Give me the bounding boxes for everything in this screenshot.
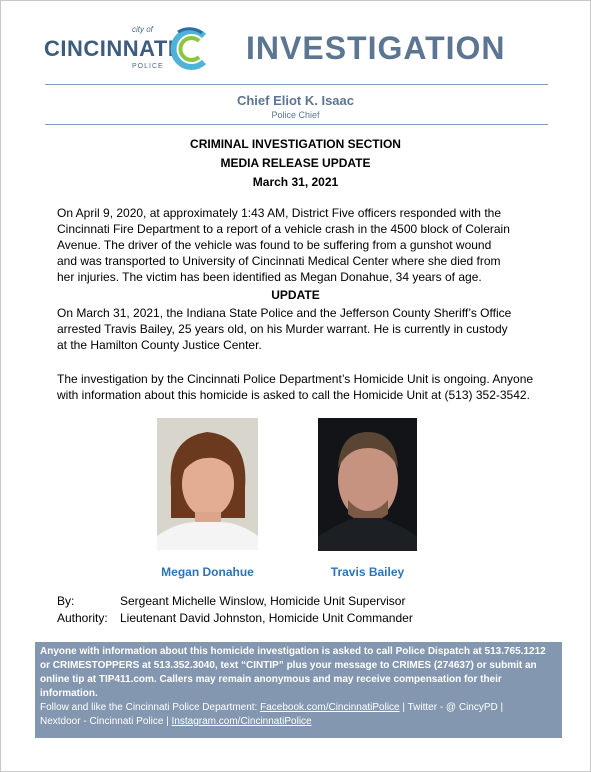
footer-line: Anyone with information about this homicide investigation is asked to call Police Dispatch at 513.765.1212 — [40, 646, 546, 657]
twitter-link[interactable]: | Twitter - @ CincyPD | — [399, 702, 504, 713]
section-heading: CRIMINAL INVESTIGATION SECTION — [190, 137, 401, 151]
footer-line: information. — [40, 688, 98, 699]
c-logo-icon — [166, 26, 212, 72]
suspect-caption: Travis Bailey — [330, 565, 405, 579]
paragraph-line: The investigation by the Cincinnati Police Department’s Homicide Unit is ongoing. Anyone — [57, 372, 534, 386]
top-divider — [45, 84, 548, 85]
paragraph-line: her injuries. The victim has been identified as Megan Donahue, 34 years of age. — [57, 270, 482, 284]
page-title: INVESTIGATION — [246, 30, 506, 66]
release-heading: MEDIA RELEASE UPDATE — [220, 156, 371, 170]
paragraph-line: and was transported to University of Cincinnati Medical Center where she died from — [57, 254, 501, 268]
authority-value: Lieutenant David Johnston, Homicide Unit Commander — [120, 611, 413, 625]
footer-social-line-2 — [40, 715, 557, 729]
victim-photo — [157, 418, 258, 550]
suspect-photo — [318, 418, 417, 551]
nextdoor-link[interactable]: Nextdoor - Cincinnati Police — [40, 716, 164, 727]
paragraph-line: arrested Travis Bailey, 25 years old, on his Murder warrant. He is currently in custody — [57, 322, 508, 336]
chief-role: Police Chief — [271, 110, 320, 120]
city-logo — [44, 24, 214, 74]
release-date: March 31, 2021 — [252, 175, 339, 189]
paragraph-line: On March 31, 2021, the Indiana State Police and the Jefferson County Sheriff’s Office — [57, 306, 512, 320]
instagram-link[interactable]: Instagram.com/CincinnatiPolice — [171, 716, 312, 727]
footer-line: or CRIMESTOPPERS at 513.352.3040, text “CINTIP” plus your message to CRIMES (274637) or submit an — [40, 660, 537, 671]
paragraph-line: at the Hamilton County Justice Center. — [57, 338, 262, 352]
update-heading: UPDATE — [271, 288, 320, 302]
contact-paragraph — [57, 371, 567, 403]
logo-name: CINCINNATI — [44, 36, 175, 61]
chief-divider — [45, 124, 548, 125]
logo-police: POLICE — [132, 63, 164, 70]
authority-label: Authority: — [57, 611, 108, 625]
paragraph-line: Cincinnati Fire Department to a report of a vehicle crash in the 4500 block of Colerain — [57, 222, 510, 236]
paragraph-line: Avenue. The driver of the vehicle was found to be suffering from a gunshot wound — [57, 238, 492, 252]
footer-separator: | — [163, 716, 172, 727]
chief-name: Chief Eliot K. Isaac — [236, 93, 355, 108]
update-paragraph — [57, 305, 557, 353]
follow-prefix: Follow and like the Cincinnati Police Department: — [40, 702, 261, 713]
paragraph-line: with information about this homicide is asked to call the Homicide Unit at (513) 352-3542. — [57, 388, 530, 402]
by-label: By: — [57, 594, 75, 608]
footer-social-line — [40, 701, 557, 715]
footer-banner — [35, 642, 562, 738]
incident-paragraph — [57, 205, 557, 285]
logo-city-of: city of — [132, 25, 153, 34]
victim-caption: Megan Donahue — [161, 565, 254, 579]
paragraph-line: On April 9, 2020, at approximately 1:43 AM, District Five officers responded with the — [57, 206, 501, 220]
by-value: Sergeant Michelle Winslow, Homicide Unit Supervisor — [120, 594, 406, 608]
footer-line: online tip at TIP411.com. Callers may remain anonymous and may receive compensation for their — [40, 674, 502, 685]
facebook-link[interactable]: Facebook.com/CincinnatiPolice — [260, 702, 400, 713]
